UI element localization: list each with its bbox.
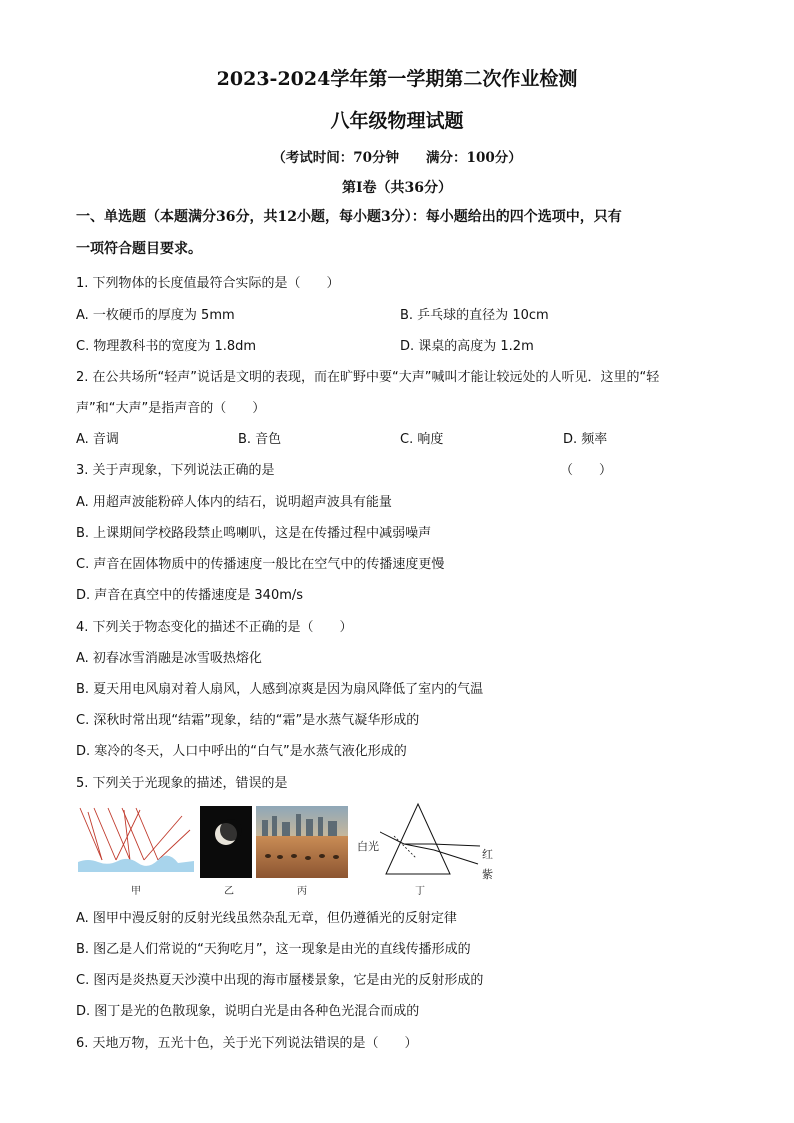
q3-option-c: C. 声音在固体物质中的传播速度一般比在空气中的传播速度更慢 [76,557,445,572]
q1-stem: 1. 下列物体的长度值最符合实际的是（ ） [76,276,340,291]
exam-info: （考试时间：70分钟 满分：100分） [272,150,522,166]
q4-option-a: A. 初春冰雪消融是冰雪吸热熔化 [76,651,262,666]
q4-option-d: D. 寒冷的冬天，人口中呼出的“白气”是水蒸气液化形成的 [76,744,407,759]
q3-option-a: A. 用超声波能粉碎人体内的结石，说明超声波具有能量 [76,495,392,510]
q1-option-c: C. 物理教科书的宽度为 1.8dm [76,339,257,354]
q5-option-b: B. 图乙是人们常说的“天狗吃月”，这一现象是由光的直线传播形成的 [76,942,471,957]
q2-option-d: D. 频率 [563,432,608,447]
diffuse-reflection-figure [78,806,194,872]
section-heading-line1: 一、单选题（本题满分36分，共12小题，每小题3分）：每小题给出的四个选项中，只有 [76,209,622,225]
q2-stem-line1: 2. 在公共场所“轻声”说话是文明的表现，而在旷野中要“大声”喊叫才能让较远处的人听见．这里的“轻 [76,370,660,385]
desert-mirage-figure [256,806,348,878]
section-heading-line2: 一项符合题目要求。 [76,241,202,257]
page-subtitle: 八年级物理试题 [330,110,464,132]
q2-option-a: A. 音调 [76,432,119,447]
q3-option-d: D. 声音在真空中的传播速度是 340m/s [76,588,304,603]
q3-answer-paren: （ ） [560,463,613,478]
q3-stem: 3. 关于声现象，下列说法正确的是 [76,463,275,478]
q1-option-d: D. 课桌的高度为 1.2m [400,339,534,354]
part-heading: 第Ⅰ卷（共36分） [341,180,453,196]
q3-option-b: B. 上课期间学校路段禁止鸣喇叭，这是在传播过程中减弱噪声 [76,526,432,541]
q2-stem-line2: 声”和“大声”是指声音的（ ） [76,401,266,416]
figure-label-ding: 丁 [415,886,425,897]
prism-label-red: 红 [482,848,493,861]
figure-label-jia: 甲 [131,886,141,897]
q4-option-c: C. 深秋时常出现“结霜”现象，结的“霜”是水蒸气凝华形成的 [76,713,420,728]
prism-label-white-light: 白光 [357,840,379,853]
q5-option-a: A. 图甲中漫反射的反射光线虽然杂乱无章，但仍遵循光的反射定律 [76,911,457,926]
q1-option-b: B. 乒乓球的直径为 10cm [400,308,549,323]
prism-label-purple: 紫 [482,868,493,881]
q4-option-b: B. 夏天用电风扇对着人扇风，人感到凉爽是因为扇风降低了室内的气温 [76,682,484,697]
q5-option-d: D. 图丁是光的色散现象，说明白光是由各种色光混合而成的 [76,1004,420,1019]
q5-option-c: C. 图丙是炎热夏天沙漠中出现的海市蜃楼景象，它是由光的反射形成的 [76,973,484,988]
figure-label-yi: 乙 [224,886,234,897]
figure-label-bing: 丙 [297,886,307,897]
q2-option-c: C. 响度 [400,432,444,447]
lunar-eclipse-figure [200,806,252,878]
q4-stem: 4. 下列关于物态变化的描述不正确的是（ ） [76,620,353,635]
q2-option-b: B. 音色 [238,432,282,447]
q1-option-a: A. 一枚硬币的厚度为 5mm [76,308,235,323]
q5-stem: 5. 下列关于光现象的描述，错误的是 [76,776,288,791]
page-title: 2023-2024学年第一学期第二次作业检测 [216,68,578,90]
q6-stem: 6. 天地万物，五光十色，关于光下列说法错误的是（ ） [76,1036,418,1051]
prism-dispersion-figure [380,800,492,880]
